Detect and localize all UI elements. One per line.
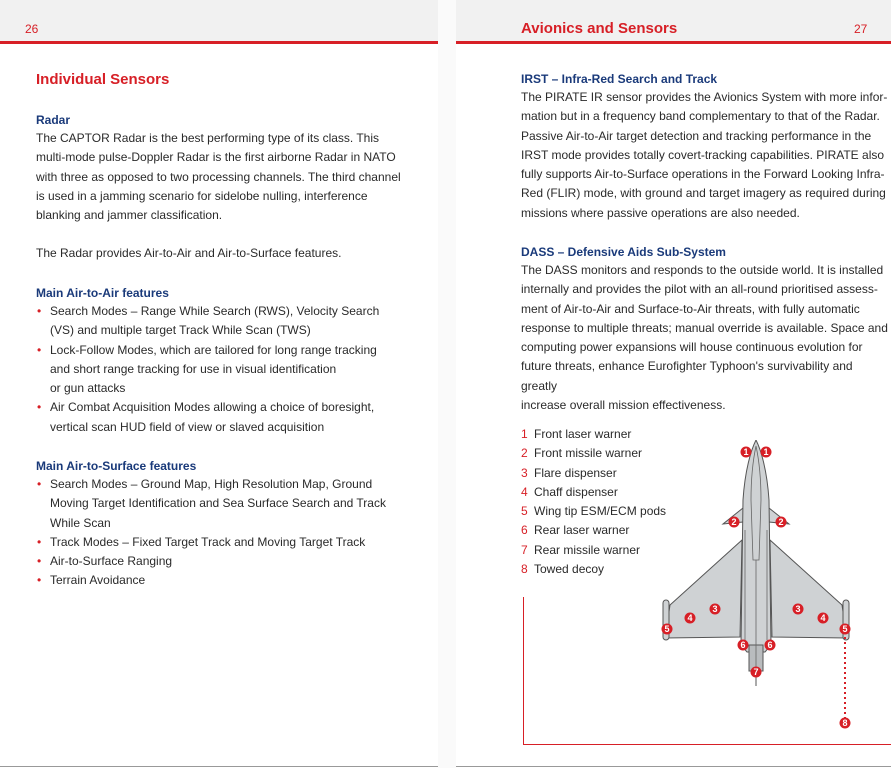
svg-text:4: 4 [687, 613, 693, 623]
marker-5-left [662, 624, 673, 635]
text-line: internally and provides the pilot with an all-round prioritised assess- [521, 282, 878, 297]
text-line: The DASS monitors and responds to the outside world. It is installed [521, 263, 884, 277]
legend-label: Rear missile warner [534, 542, 641, 557]
marker-6-right [765, 640, 776, 651]
svg-text:5: 5 [842, 624, 848, 634]
svg-text:7: 7 [753, 667, 759, 677]
list-item [36, 571, 386, 590]
air-to-surface-heading: Main Air-to-Surface features [36, 459, 197, 473]
legend-number: 7 [521, 542, 528, 557]
svg-text:8: 8 [842, 718, 848, 728]
text-line: blanking and jammer classification. [36, 208, 223, 223]
air-to-surface-list [36, 475, 386, 591]
text-line: multi-mode pulse-Doppler Radar is the first airborne Radar in NATO [36, 150, 396, 165]
text-line: Red (FLIR) mode, with ground and target imagery as required during [521, 186, 886, 201]
text-line: Moving Target Identification and Sea Surface Search and Track [50, 496, 386, 511]
text-line: • Terrain Avoidance [50, 573, 146, 588]
text-line: The CAPTOR Radar is the best performing type of its class. This [36, 131, 380, 145]
text-line: • Search Modes – Range While Search (RWS), Velocity Search [50, 304, 380, 318]
text-line: increase overall mission effectiveness. [521, 398, 726, 413]
text-line: with three as opposed to two processing channels. The third channel [36, 169, 401, 184]
right-wing [770, 540, 847, 638]
text-line: response to multiple threats; manual override is available. Space and [521, 320, 888, 335]
marker-5-right [840, 624, 851, 635]
left-page-number: 26 [25, 22, 39, 36]
dass-paragraph [521, 261, 891, 415]
text-line: Passive Air-to-Air target detection and tracking performance in the [521, 128, 872, 143]
svg-text:2: 2 [778, 517, 784, 527]
legend-item [521, 541, 666, 560]
dass-heading: DASS – Defensive Aids Sub-System [521, 245, 726, 259]
radar-paragraph [36, 129, 401, 225]
marker-4-right [818, 613, 829, 624]
marker-3-right [793, 604, 804, 615]
svg-text:6: 6 [740, 640, 746, 650]
marker-3-left [710, 604, 721, 615]
svg-text:2: 2 [731, 517, 737, 527]
text-line: • Air Combat Acquisition Modes allowing a choice of boresight, [50, 400, 375, 415]
text-line: • Air-to-Surface Ranging [50, 554, 173, 569]
legend-number: 4 [521, 484, 528, 499]
marker-4-left [685, 613, 696, 624]
marker-1-left [741, 447, 752, 458]
text-line: missions where passive operations are also needed. [521, 205, 800, 220]
text-line: (VS) and multiple target Track While Scan (TWS) [50, 323, 311, 338]
legend-label: Rear laser warner [534, 523, 630, 538]
list-item [36, 341, 379, 399]
legend-number: 2 [521, 446, 528, 461]
legend-item [521, 502, 666, 521]
text-line: mation but in a frequency band complementary to that of the Radar. [521, 109, 880, 124]
text-line: is used in a jamming scenario for sidelobe nulling, interference [36, 188, 368, 203]
text-line: While Scan [50, 515, 111, 530]
legend-item [521, 464, 666, 483]
legend-number: 3 [521, 465, 528, 480]
list-item [36, 398, 379, 437]
legend-item [521, 483, 666, 502]
text-line: fully supports Air-to-Surface operations in the Forward Looking Infra- [521, 167, 885, 182]
right-bottom-rule [456, 766, 891, 767]
legend-label: Front missile warner [534, 446, 643, 461]
text-line: ment of Air-to-Air and Surface-to-Air threats, with fully automatic [521, 301, 860, 316]
text-line: IRST mode provides totally covert-tracking capabilities. PIRATE also [521, 147, 885, 162]
page-heading: Individual Sensors [36, 71, 170, 88]
text-line: computing power expansions will house continuous evolution for [521, 340, 863, 355]
svg-text:3: 3 [712, 604, 718, 614]
air-to-air-heading: Main Air-to-Air features [36, 286, 169, 300]
air-to-air-list [36, 302, 379, 437]
left-bottom-rule [0, 766, 438, 767]
left-header-rule [0, 41, 438, 44]
left-page-header-bar [0, 0, 438, 41]
legend-label: Chaff dispenser [534, 484, 618, 499]
legend-label: Flare dispenser [534, 465, 617, 480]
svg-text:5: 5 [664, 624, 670, 634]
section-title: Avionics and Sensors [521, 20, 678, 37]
svg-text:3: 3 [795, 604, 801, 614]
text-line: • Lock-Follow Modes, which are tailored for long range tracking [50, 342, 377, 357]
legend-item [521, 425, 666, 444]
legend-item [521, 444, 666, 463]
list-item [36, 533, 386, 552]
text-line: • Search Modes – Ground Map, High Resolution Map, Ground [50, 477, 373, 491]
svg-text:6: 6 [767, 640, 773, 650]
legend-label: Wing tip ESM/ECM pods [534, 504, 667, 519]
marker-7 [751, 667, 762, 678]
list-item [36, 552, 386, 571]
legend-label: Towed decoy [534, 562, 605, 577]
right-page-number: 27 [854, 22, 868, 36]
legend-number: 6 [521, 523, 528, 538]
right-header-rule [456, 41, 891, 44]
legend-number: 5 [521, 504, 528, 519]
legend-number: 8 [521, 562, 528, 577]
eurofighter-sensor-diagram [655, 440, 891, 740]
marker-6-left [738, 640, 749, 651]
radar-features-intro: The Radar provides Air-to-Air and Air-to-Surface features. [36, 246, 342, 260]
marker-2-right [776, 517, 787, 528]
legend-label: Front laser warner [534, 427, 632, 441]
legend-item [521, 521, 666, 540]
marker-1-right [761, 447, 772, 458]
irst-heading: IRST – Infra-Red Search and Track [521, 72, 718, 86]
marker-8 [840, 718, 851, 729]
list-item [36, 475, 386, 533]
sensor-legend [521, 425, 666, 579]
marker-2-left [729, 517, 740, 528]
legend-number: 1 [521, 427, 528, 441]
text-line: or gun attacks [50, 381, 126, 396]
svg-text:4: 4 [820, 613, 826, 623]
page-gutter [438, 0, 456, 768]
irst-paragraph [521, 88, 887, 223]
legend-item [521, 560, 666, 579]
text-line: The PIRATE IR sensor provides the Avionics System with more infor- [521, 90, 888, 104]
text-line: • Track Modes – Fixed Target Track and Moving Target Track [50, 534, 366, 549]
svg-text:1: 1 [763, 447, 769, 457]
radar-heading: Radar [36, 113, 71, 127]
left-wing [665, 540, 742, 638]
text-line: future threats, enhance Eurofighter Typhoon's survivability and greatly [521, 359, 853, 393]
svg-text:1: 1 [743, 447, 749, 457]
text-line: and short range tracking for use in visual identification [50, 361, 337, 376]
list-item [36, 302, 379, 341]
text-line: vertical scan HUD field of view or slaved acquisition [50, 419, 325, 434]
